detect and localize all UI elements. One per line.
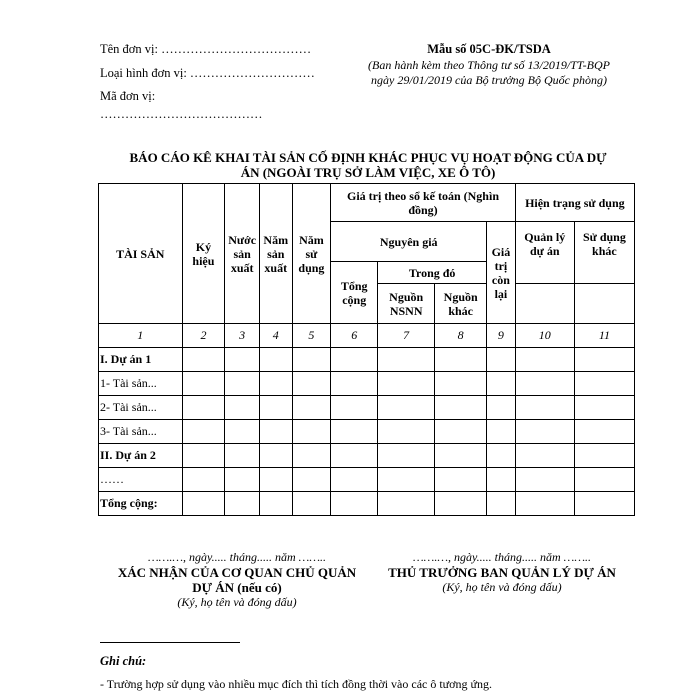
table-cell (225, 444, 260, 468)
signature-right (372, 550, 632, 595)
table-cell (331, 468, 378, 492)
table-cell (292, 492, 331, 516)
table-row (99, 492, 635, 516)
table-cell (515, 372, 574, 396)
header-project-mgmt: Quản lý dự án (515, 222, 574, 284)
unit-code-line: Mã đơn vị: (100, 89, 156, 103)
table-cell (292, 348, 331, 372)
col-number: 7 (378, 324, 435, 348)
table-cell (574, 492, 634, 516)
unit-name-line: Tên đơn vị: ……………………………… (100, 42, 312, 56)
table-cell (435, 348, 487, 372)
header-state-budget: Nguồn NSNN (378, 284, 435, 324)
signature-right-date: …….…, ngày..... tháng..... năm …….. (412, 550, 591, 564)
header-country: Nước sản xuất (225, 184, 260, 324)
header-other-use: Sử dụng khác (574, 222, 634, 284)
table-cell (182, 468, 225, 492)
row-label: I. Dự án 1 (99, 348, 183, 372)
table-cell (378, 420, 435, 444)
table-cell (515, 420, 574, 444)
header-asset: TÀI SẢN (99, 184, 183, 324)
row-label: …… (99, 468, 183, 492)
table-cell (378, 468, 435, 492)
table-cell (331, 396, 378, 420)
table-cell (182, 348, 225, 372)
asset-report-table (98, 183, 635, 516)
table-cell (259, 372, 292, 396)
table-cell (378, 372, 435, 396)
table-row (99, 468, 635, 492)
signature-left (96, 550, 378, 610)
header-other-use-blank (574, 284, 634, 324)
table-cell (292, 372, 331, 396)
col-number: 1 (99, 324, 183, 348)
table-cell (378, 492, 435, 516)
table-cell (435, 444, 487, 468)
table-row (99, 348, 635, 372)
signature-left-date: …….…, ngày..... tháng..... năm …….. (147, 550, 326, 564)
table-cell (259, 492, 292, 516)
header-original-price: Nguyên giá (331, 222, 487, 262)
table-cell (182, 396, 225, 420)
col-number: 2 (182, 324, 225, 348)
table-cell (331, 348, 378, 372)
table-cell (182, 492, 225, 516)
signature-right-title: THỦ TRƯỞNG BAN QUẢN LÝ DỰ ÁN (388, 565, 616, 580)
table-cell (292, 468, 331, 492)
table-cell (487, 420, 516, 444)
table-cell (515, 492, 574, 516)
table-row (99, 372, 635, 396)
table-cell (435, 372, 487, 396)
table-cell (515, 468, 574, 492)
table-cell (225, 420, 260, 444)
col-number: 5 (292, 324, 331, 348)
report-title-line2: ÁN (NGOÀI TRỤ SỞ LÀM VIỆC, XE Ô TÔ) (240, 165, 496, 180)
table-cell (331, 444, 378, 468)
table-cell (378, 348, 435, 372)
header-code: Ký hiệu (182, 184, 225, 324)
table-cell (435, 468, 487, 492)
table-cell (259, 396, 292, 420)
table-cell (292, 396, 331, 420)
unit-type-line: Loại hình đơn vị: ………………………… (100, 66, 315, 80)
table-row (99, 420, 635, 444)
table-cell (182, 372, 225, 396)
table-cell (515, 348, 574, 372)
table-cell (378, 396, 435, 420)
table-cell (225, 396, 260, 420)
form-code: Mẫu số 05C-ĐK/TSDA (427, 42, 551, 56)
header-project-mgmt-blank (515, 284, 574, 324)
table-row (99, 396, 635, 420)
header-book-value: Giá trị theo sổ kế toán (Nghìn đồng) (331, 184, 515, 222)
table-cell (487, 492, 516, 516)
row-label: 2- Tài sản... (99, 396, 183, 420)
form-issued-line1: (Ban hành kèm theo Thông tư số 13/2019/TT-BQP (368, 58, 610, 72)
note-heading: Ghi chú: (100, 654, 147, 668)
form-issued-note (339, 58, 639, 88)
table-cell (435, 492, 487, 516)
table-cell (292, 420, 331, 444)
signature-right-hint: (Ký, họ tên và đóng dấu) (442, 580, 562, 594)
row-label: 3- Tài sản... (99, 420, 183, 444)
table-cell (225, 348, 260, 372)
table-cell (225, 468, 260, 492)
table-cell (574, 372, 634, 396)
table-cell (574, 420, 634, 444)
table-cell (259, 468, 292, 492)
row-label: II. Dự án 2 (99, 444, 183, 468)
table-row (99, 444, 635, 468)
table-cell (259, 444, 292, 468)
note-divider (100, 642, 240, 643)
table-cell (487, 396, 516, 420)
col-number: 3 (225, 324, 260, 348)
table-cell (487, 372, 516, 396)
col-number: 11 (574, 324, 634, 348)
table-cell (515, 444, 574, 468)
table-body (99, 348, 635, 516)
table-cell (515, 396, 574, 420)
report-title (98, 150, 638, 180)
header-other-source: Nguồn khác (435, 284, 487, 324)
header-status: Hiện trạng sử dụng (515, 184, 634, 222)
col-number: 6 (331, 324, 378, 348)
signature-left-title-2: DỰ ÁN (nếu có) (192, 580, 282, 595)
table-cell (574, 348, 634, 372)
table-cell (574, 444, 634, 468)
table-cell (574, 396, 634, 420)
header-in-which: Trong đó (378, 262, 487, 284)
header-year-used: Năm sử dụng (292, 184, 331, 324)
table-cell (435, 420, 487, 444)
column-number-row (99, 324, 635, 348)
header-residual: Giá trị còn lại (487, 222, 516, 324)
table-cell (292, 444, 331, 468)
table-cell (435, 396, 487, 420)
row-label: 1- Tài sản... (99, 372, 183, 396)
table-cell (225, 492, 260, 516)
table-cell (331, 372, 378, 396)
table-cell (259, 348, 292, 372)
form-issued-line2: ngày 29/01/2019 của Bộ trưởng Bộ Quốc phòng) (371, 73, 607, 87)
header-total: Tổng cộng (331, 262, 378, 324)
header-year-made: Năm sản xuất (259, 184, 292, 324)
signature-left-hint: (Ký, họ tên và đóng dấu) (177, 595, 297, 609)
col-number: 4 (259, 324, 292, 348)
unit-code-dots: ………………………………… (100, 107, 263, 121)
table-cell (487, 444, 516, 468)
table-cell (182, 444, 225, 468)
table-cell (487, 348, 516, 372)
table-cell (259, 420, 292, 444)
note-text: - Trường hợp sử dụng vào nhiều mục đích thì tích đồng thời vào các ô tương ứng. (100, 677, 493, 691)
col-number: 9 (487, 324, 516, 348)
table-cell (182, 420, 225, 444)
col-number: 10 (515, 324, 574, 348)
col-number: 8 (435, 324, 487, 348)
table-cell (378, 444, 435, 468)
table-cell (487, 468, 516, 492)
report-title-line1: BÁO CÁO KÊ KHAI TÀI SẢN CỐ ĐỊNH KHÁC PHỤC VỤ HOẠT ĐỘNG CỦA DỰ (129, 150, 607, 165)
table-cell (331, 420, 378, 444)
table-cell (331, 492, 378, 516)
table-cell (225, 372, 260, 396)
signature-left-title-1: XÁC NHẬN CỦA CƠ QUAN CHỦ QUẢN (117, 565, 357, 580)
table-cell (574, 468, 634, 492)
row-label: Tổng cộng: (99, 492, 183, 516)
